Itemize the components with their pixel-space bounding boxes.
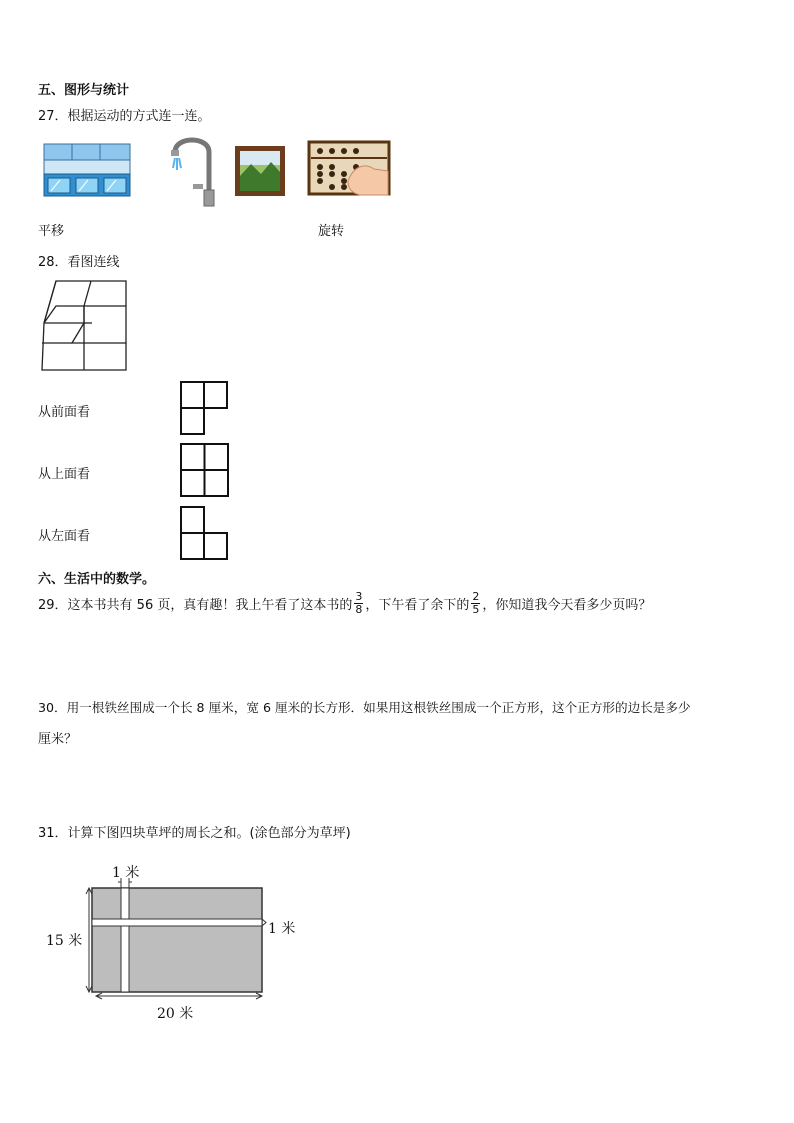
section5-title: 五、图形与统计: [38, 83, 130, 98]
right-dimension-label: 1 米: [268, 921, 296, 937]
abacus-icon: [308, 141, 392, 199]
view-grid-2: [180, 443, 230, 497]
left-dimension-label: 15 米: [46, 933, 83, 949]
q29-part2: ，下午看了余下的: [365, 598, 470, 613]
framed-picture-icon: [235, 146, 285, 196]
top-dimension-label: 1 米: [112, 865, 140, 881]
q29-text: [38, 591, 651, 616]
view-front-label: 从前面看: [38, 405, 91, 420]
glass-cabinet-icon: [42, 140, 132, 198]
view-left-label: 从左面看: [38, 529, 91, 544]
view-grid-1: [180, 381, 230, 435]
q30-line2: 厘米？: [38, 732, 78, 747]
q27-label-right: 旋转: [318, 224, 345, 239]
q29-frac1-numerator: 3: [355, 590, 363, 603]
q29-fraction-2: [471, 591, 480, 616]
section6-title: 六、生活中的数学。: [38, 572, 156, 587]
q28-text: 28．看图连线: [38, 255, 120, 270]
stacked-cubes-figure: [40, 278, 132, 372]
faucet-icon: [165, 134, 217, 208]
view-top-label: 从上面看: [38, 467, 91, 482]
q29-part1: 29．这本书共有 56 页，真有趣！我上午看了这本书的: [38, 598, 353, 613]
q29-part3: ，你知道我今天看多少页吗？: [482, 598, 652, 613]
q31-text: 31．计算下图四块草坪的周长之和。(涂色部分为草坪): [38, 826, 351, 841]
q29-frac2-numerator: 2: [472, 590, 480, 603]
q27-label-left: 平移: [38, 224, 65, 239]
q29-fraction-1: [354, 591, 363, 616]
view-grid-3: [180, 506, 230, 560]
q29-frac2-denominator: 5: [472, 603, 480, 616]
q30-line1: 30．用一根铁丝围成一个长 8 厘米，宽 6 厘米的长方形．如果用这根铁丝围成一个正方形，这个正方形的边长是多少: [38, 700, 691, 715]
q29-frac1-denominator: 8: [355, 603, 363, 616]
bottom-dimension-label: 20 米: [157, 1006, 194, 1022]
q27-text: 27．根据运动的方式连一连。: [38, 109, 211, 124]
